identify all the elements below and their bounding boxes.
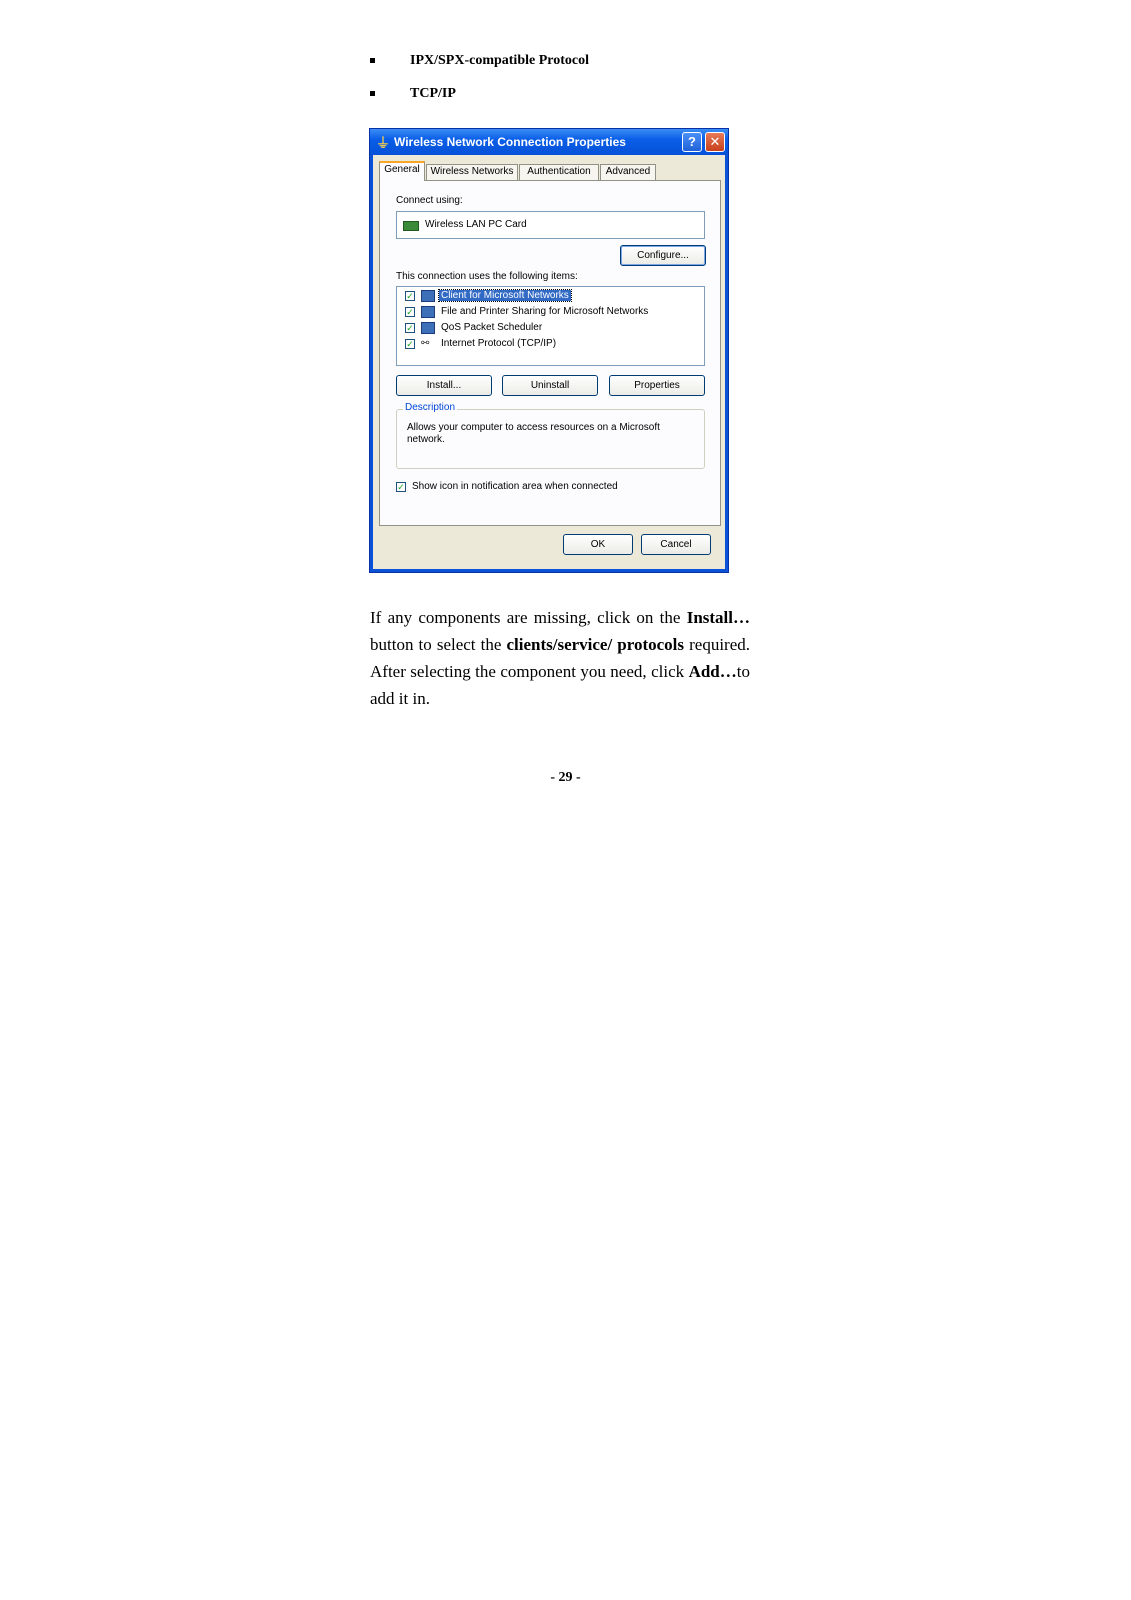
device-field bbox=[396, 211, 705, 239]
clients-service-protocols-emphasis: clients/service/ protocols bbox=[506, 635, 685, 654]
configure-button[interactable]: Configure... bbox=[620, 245, 706, 266]
instruction-paragraph: If any components are missing, click on the Install…button to select the clients/service/ protocols required. After selecting the component you need, click Add…to add it in. bbox=[370, 608, 750, 708]
protocol-icon: ⚯ bbox=[421, 338, 430, 349]
list-item-file-printer-sharing[interactable]: ✓ File and Printer Sharing for Microsoft Networks bbox=[406, 306, 649, 317]
tab-general[interactable]: General bbox=[379, 161, 425, 181]
checkbox-checked-icon[interactable]: ✓ bbox=[406, 339, 414, 349]
network-service-icon bbox=[421, 322, 435, 334]
network-service-icon bbox=[421, 306, 435, 318]
ok-button[interactable]: OK bbox=[563, 534, 633, 555]
checkbox-checked-icon[interactable]: ✓ bbox=[406, 323, 414, 333]
description-group bbox=[396, 402, 705, 469]
show-icon-label: Show icon in notification area when connected bbox=[412, 481, 618, 492]
device-name: Wireless LAN PC Card bbox=[425, 219, 527, 230]
list-item-client-ms-networks[interactable]: ✓ Client for Microsoft Networks bbox=[406, 290, 569, 301]
install-emphasis: Install… bbox=[686, 608, 750, 627]
page-number: - 29 - bbox=[550, 770, 581, 785]
general-tab-panel bbox=[379, 180, 721, 526]
connect-using-label: Connect using: bbox=[396, 195, 463, 206]
properties-button[interactable]: Properties bbox=[609, 375, 705, 396]
checkbox-checked-icon[interactable]: ✓ bbox=[406, 307, 414, 317]
list-item-tcpip[interactable]: ✓ ⚯ Internet Protocol (TCP/IP) bbox=[406, 338, 557, 349]
cancel-button[interactable]: Cancel bbox=[641, 534, 711, 555]
network-client-icon bbox=[421, 290, 435, 302]
properties-dialog bbox=[369, 128, 729, 573]
tab-advanced[interactable]: Advanced bbox=[600, 164, 656, 180]
items-label: This connection uses the following items: bbox=[396, 271, 578, 282]
dialog-title: Wireless Network Connection Properties bbox=[394, 135, 626, 149]
description-text: Allows your computer to access resources on a Microsoft network. bbox=[407, 422, 660, 445]
list-item-qos-scheduler[interactable]: ✓ QoS Packet Scheduler bbox=[406, 322, 543, 333]
tab-authentication[interactable]: Authentication bbox=[519, 164, 599, 180]
uninstall-button[interactable]: Uninstall bbox=[502, 375, 598, 396]
network-card-icon bbox=[403, 221, 419, 231]
components-list[interactable] bbox=[396, 286, 705, 366]
bullet-square-icon bbox=[370, 58, 375, 63]
add-emphasis: Add… bbox=[688, 662, 737, 681]
checkbox-checked-icon[interactable]: ✓ bbox=[397, 482, 405, 492]
bullet-square-icon bbox=[370, 91, 375, 96]
checkbox-checked-icon[interactable]: ✓ bbox=[406, 291, 414, 301]
dialog-titlebar[interactable] bbox=[370, 129, 728, 155]
install-button[interactable]: Install... bbox=[396, 375, 492, 396]
tab-wireless-networks[interactable]: Wireless Networks bbox=[426, 164, 518, 180]
help-button[interactable]: ? bbox=[682, 132, 702, 152]
close-button[interactable]: ✕ bbox=[705, 132, 725, 152]
dialog-client-area bbox=[373, 155, 725, 569]
network-connection-icon: ⏚ bbox=[376, 135, 390, 151]
description-title: Description bbox=[405, 402, 456, 413]
